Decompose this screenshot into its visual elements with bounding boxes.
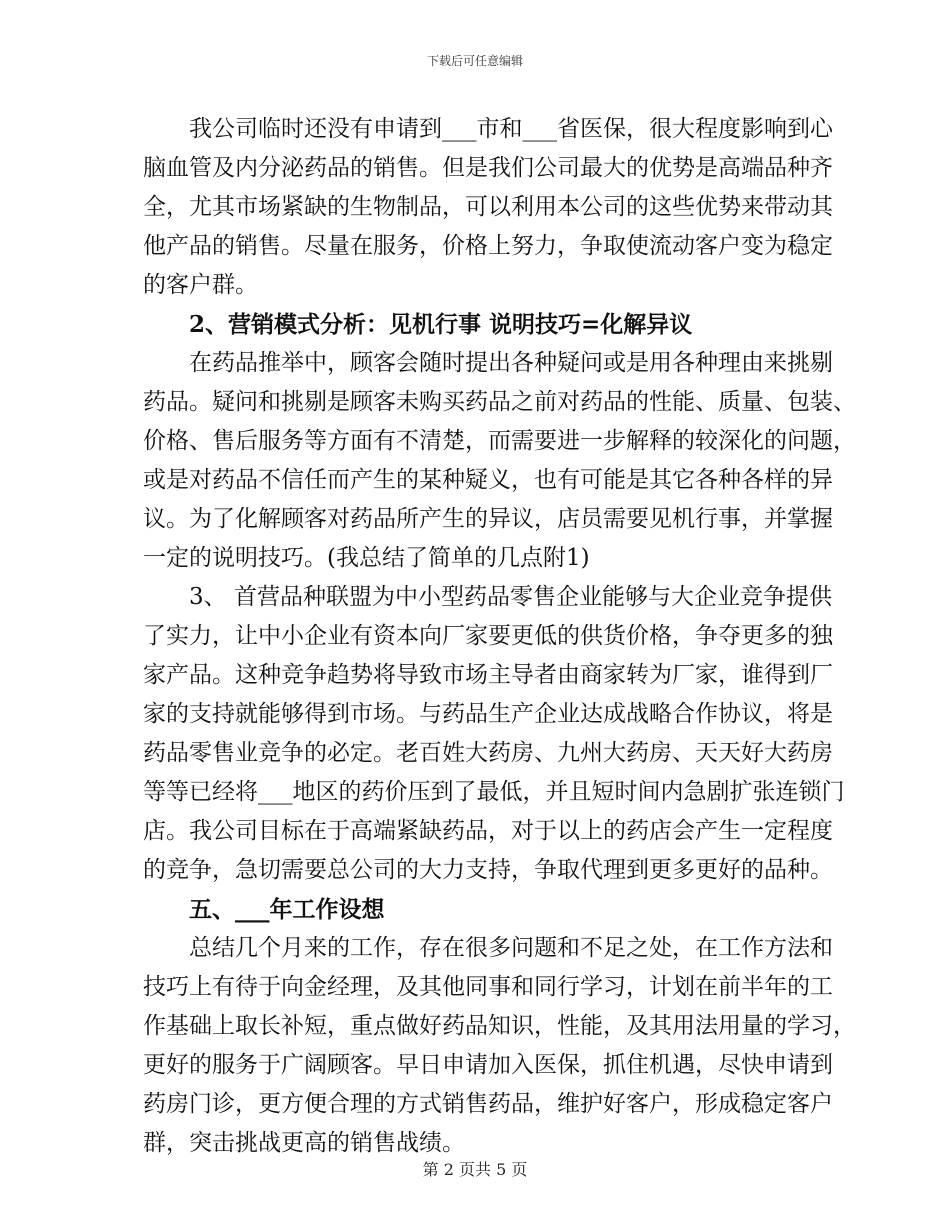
text-line: 在药品推举中，顾客会随时提出各种疑问或是用各种理由来挑剔 — [189, 350, 833, 376]
text-line: 药品。疑问和挑剔是顾客未购买药品之前对药品的性能、质量、包装、 — [143, 389, 856, 415]
text-line: 一定的说明技巧。(我总结了简单的几点附1) — [143, 545, 590, 571]
text-line: 的竞争，急切需要总公司的大力支持，争取代理到更多更好的品种。 — [143, 857, 833, 883]
text-line: 他产品的销售。尽量在服务，价格上努力，争取使流动客户变为稳定 — [143, 233, 833, 259]
text-line: 或是对药品不信任而产生的某种疑义，也有可能是其它各种各样的异 — [143, 467, 833, 493]
text-line: 总结几个月来的工作，存在很多问题和不足之处，在工作方法和 — [189, 935, 833, 961]
text-line: 的客户群。 — [143, 272, 258, 298]
text-line: 药房门诊，更方便合理的方式销售药品，维护好客户，形成稳定客户 — [143, 1091, 833, 1117]
text-line: 药品零售业竞争的必定。老百姓大药房、九州大药房、天天好大药房 — [143, 740, 833, 766]
page-footer: 第 2 页共 5 页 — [422, 1160, 528, 1179]
text-line: 3、 首营品种联盟为中小型药品零售企业能够与大企业竞争提供 — [189, 584, 832, 610]
text-line: 等等已经将___地区的药价压到了最低，并且短时间内急剧扩张连锁门 — [143, 779, 845, 805]
text-line: 议。为了化解顾客对药品所产生的异议，店员需要见机行事，并掌握 — [143, 506, 833, 532]
text-line: 更好的服务于广阔顾客。早日申请加入医保，抓住机遇，尽快申请到 — [143, 1052, 833, 1078]
page-header: 下载后可任意编辑 — [426, 54, 523, 68]
text-line: 我公司临时还没有申请到___市和___省医保，很大程度影响到心 — [189, 116, 833, 142]
text-line: 技巧上有待于向金经理，及其他同事和同行学习，计划在前半年的工 — [143, 974, 833, 1000]
text-line: 店。我公司目标在于高端紧缺药品，对于以上的药店会产生一定程度 — [143, 818, 833, 844]
section-heading: 五、___年工作设想 — [189, 896, 385, 923]
text-line: 群，突击挑战更高的销售战绩。 — [143, 1130, 465, 1156]
text-line: 价格、售后服务等方面有不清楚，而需要进一步解释的较深化的问题， — [143, 428, 856, 454]
text-line: 家产品。这种竞争趋势将导致市场主导者由商家转为厂家，谁得到厂 — [143, 662, 833, 688]
text-line: 家的支持就能够得到市场。与药品生产企业达成战略合作协议，将是 — [143, 701, 833, 727]
text-line: 全，尤其市场紧缺的生物制品，可以利用本公司的这些优势来带动其 — [143, 194, 833, 220]
section-heading: 2、营销模式分析：见机行事 说明技巧=化解异议 — [189, 311, 693, 338]
text-line: 脑血管及内分泌药品的销售。但是我们公司最大的优势是高端品种齐 — [143, 155, 833, 181]
text-line: 作基础上取长补短，重点做好药品知识，性能，及其用法用量的学习， — [143, 1013, 856, 1039]
text-line: 了实力，让中小企业有资本向厂家要更低的供货价格，争夺更多的独 — [143, 623, 833, 649]
document-body — [143, 110, 856, 1163]
